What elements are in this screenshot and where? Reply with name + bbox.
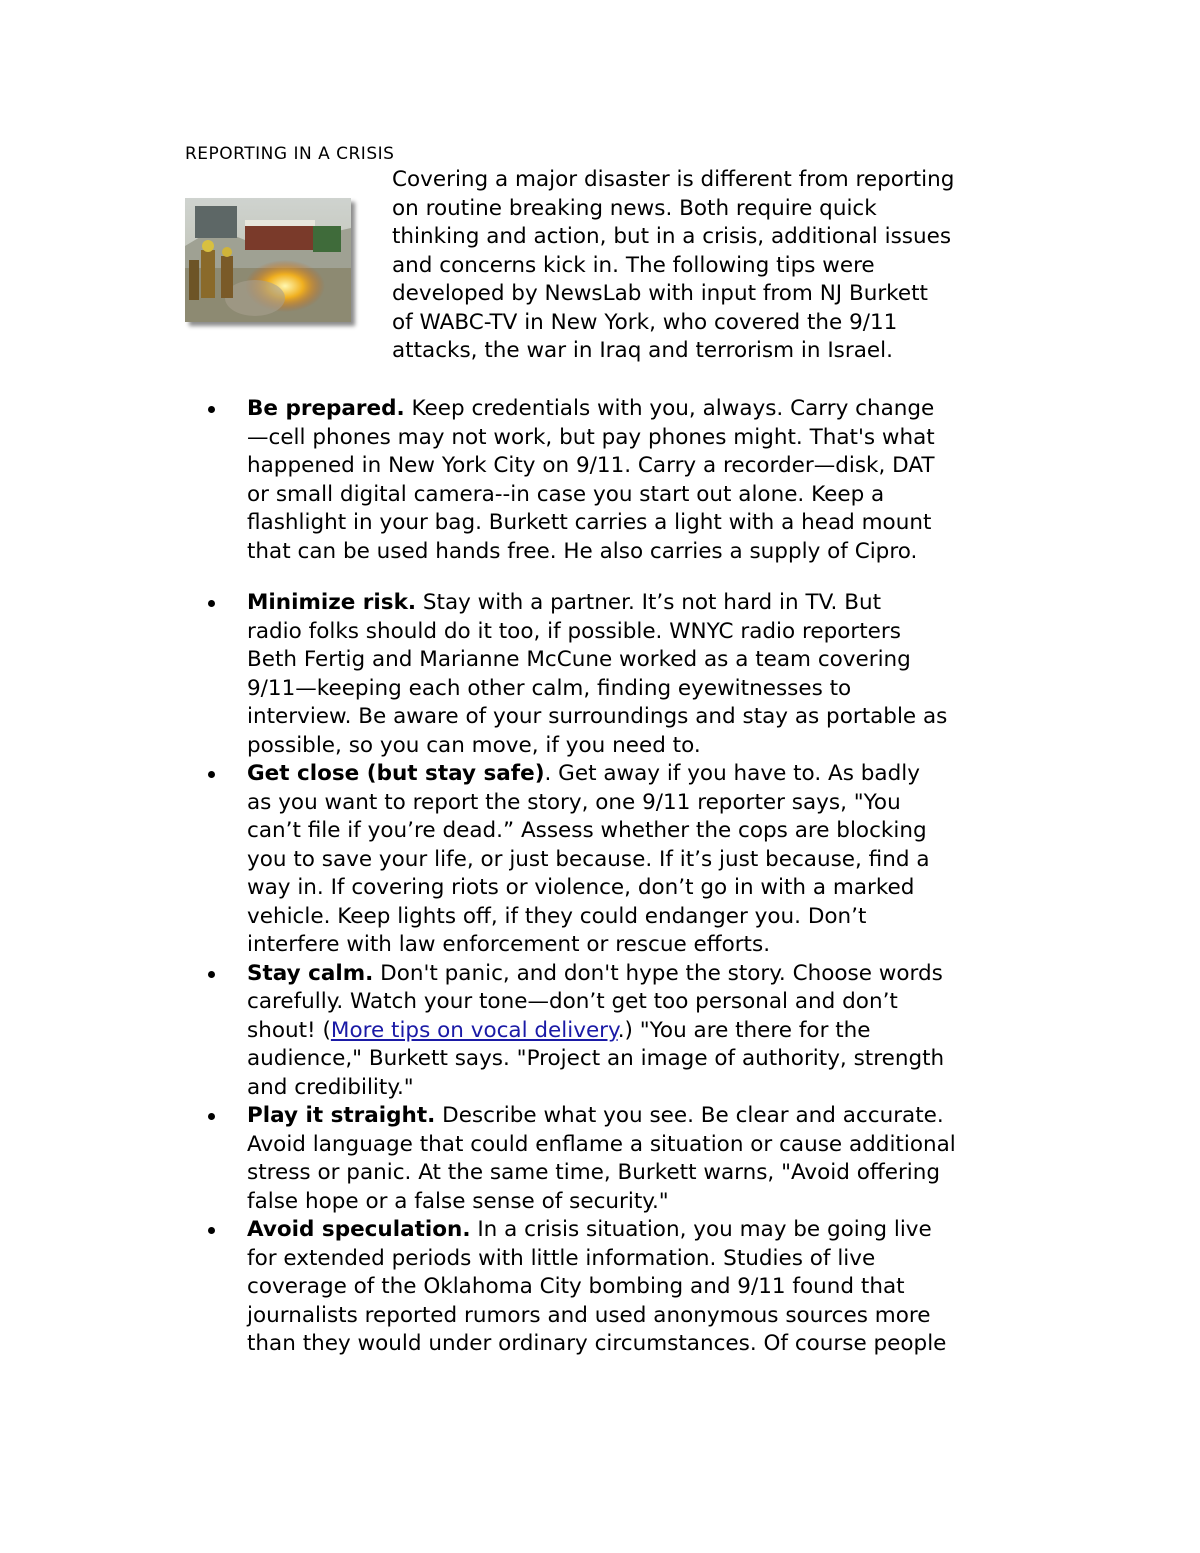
bullet-dot (208, 1113, 215, 1120)
tip-stay-calm (208, 960, 1058, 1103)
tip-text: that can be used hands free. He also carries a supply of Cipro. (247, 538, 918, 564)
tip-text: Describe what you see. Be clear and accurate. (435, 1103, 944, 1128)
tip-text: 9/11—keeping each other calm, finding eyewitnesses to (247, 675, 852, 701)
firefighters-photo (185, 198, 351, 322)
tip-text: radio folks should do it too, if possible. WNYC radio reporters (247, 618, 901, 644)
tip-title: Be prepared. (247, 396, 405, 421)
bullet-dot (208, 971, 215, 978)
tip-text: way in. If covering riots or violence, don’t go in with a marked (247, 875, 915, 900)
intro-line: and concerns kick in. The following tips were (392, 252, 875, 278)
tip-text: for extended periods with little information. Studies of live (247, 1245, 876, 1271)
tip-text: journalists reported rumors and used anonymous sources more (247, 1302, 931, 1328)
tip-text: happened in New York City on 9/11. Carry a recorder—disk, DAT (247, 453, 935, 478)
tip-text: interview. Be aware of your surroundings and stay as portable as (247, 704, 948, 729)
intro-line: on routine breaking news. Both require quick (392, 195, 877, 221)
tip-text: Don't panic, and don't hype the story. Choose words (373, 960, 943, 986)
tip-title: Minimize risk. (247, 590, 417, 615)
tip-be-prepared (208, 395, 1058, 566)
vocal-delivery-link[interactable]: More tips on vocal delivery (330, 1017, 618, 1043)
tip-text: Beth Fertig and Marianne McCune worked as a team covering (247, 647, 911, 672)
tip-text: can’t file if you’re dead.” Assess whether the cops are blocking (247, 818, 927, 843)
tip-text: or small digital camera--in case you start out alone. Keep a (247, 481, 885, 507)
tip-text: Stay with a partner. It’s not hard in TV. But (416, 590, 882, 615)
tip-minimize-risk (208, 589, 1058, 760)
tip-text: and credibility." (247, 1074, 414, 1100)
tip-text: interfere with law enforcement or rescue efforts. (247, 932, 771, 957)
tip-text: . Get away if you have to. As badly (544, 761, 920, 786)
intro-line: Covering a major disaster is different from reporting (392, 167, 955, 192)
tip-text: vehicle. Keep lights off, if they could endanger you. Don’t (247, 903, 867, 929)
tip-title: Avoid speculation. (247, 1217, 471, 1242)
intro-paragraph (392, 166, 1052, 366)
tip-text: possible, so you can move, if you need to. (247, 732, 701, 758)
tip-text: Keep credentials with you, always. Carry change (404, 396, 935, 421)
tip-get-close (208, 760, 1058, 960)
tip-text: audience," Burkett says. "Project an image of authority, strength (247, 1046, 945, 1071)
tip-text: In a crisis situation, you may be going live (470, 1217, 932, 1242)
tip-title: Get close (but stay safe) (247, 761, 545, 786)
tip-text: .) "You are there for the (617, 1017, 871, 1043)
tip-text: you to save your life, or just because. If it’s just because, find a (247, 846, 930, 872)
intro-line: attacks, the war in Iraq and terrorism in Israel. (392, 338, 893, 363)
tip-text: —cell phones may not work, but pay phones might. That's what (247, 424, 935, 450)
intro-line: of WABC-TV in New York, who covered the 9/11 (392, 309, 898, 335)
intro-line: thinking and action, but in a crisis, additional issues (392, 224, 952, 249)
tip-title: Play it straight. (247, 1103, 436, 1128)
intro-line: developed by NewsLab with input from NJ Burkett (392, 281, 928, 306)
tip-play-it-straight (208, 1102, 1058, 1216)
tip-text: stress or panic. At the same time, Burkett warns, "Avoid offering (247, 1160, 941, 1185)
tip-text: as you want to report the story, one 9/11 reporter says, "You (247, 789, 901, 815)
tip-title: Stay calm. (247, 960, 374, 986)
tip-text: than they would under ordinary circumstances. Of course people (247, 1331, 947, 1356)
tip-text: carefully. Watch your tone—don’t get too personal and don’t (247, 989, 898, 1014)
tip-text: Avoid language that could enflame a situation or cause additional (247, 1131, 956, 1157)
tip-text: coverage of the Oklahoma City bombing and 9/11 found that (247, 1274, 905, 1299)
bullet-dot (208, 771, 215, 778)
tip-text: flashlight in your bag. Burkett carries a light with a head mount (247, 510, 932, 535)
bullet-dot (208, 1227, 215, 1234)
tip-text: false hope or a false sense of security." (247, 1188, 669, 1214)
bullet-dot (208, 600, 215, 607)
tips-list (208, 395, 1058, 1359)
page-heading: REPORTING IN A CRISIS (185, 144, 395, 164)
tip-avoid-speculation (208, 1216, 1058, 1359)
tip-text: shout! ( (247, 1017, 331, 1043)
bullet-dot (208, 406, 215, 413)
